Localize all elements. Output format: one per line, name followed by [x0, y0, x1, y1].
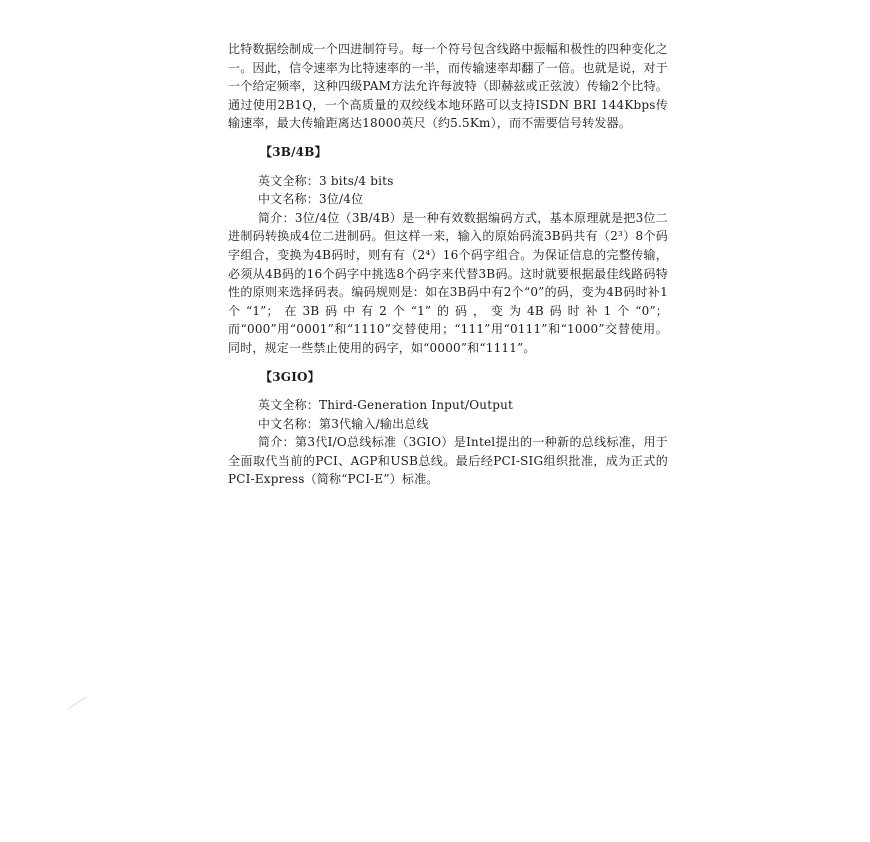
chinese-name-label: 中文名称： — [258, 192, 320, 207]
english-name-value: 3 bits/4 bits — [319, 173, 394, 188]
entry-heading: 【3B/4B】 — [260, 144, 327, 159]
entry-3b4b — [228, 143, 668, 358]
chinese-name-value: 第3代输入/输出总线 — [319, 416, 429, 431]
description-label: 简介： — [258, 210, 295, 225]
scan-mark-icon — [66, 695, 88, 711]
description-text: 3位/4位（3B/4B）是一种有效数据编码方式，基本原理就是把3位二进制码转换成4位二进制码。但这样一来，输入的原始码流3B码共有（2³）8个码字组合，变换为4B码时，则有有（2⁴）16个码字组合。为保证信息的完整传输，必须从4B码的16个码字中挑选8个码字来代替3B码。这时就要根据最佳线路码特性的原则来选择码表。编码规则是：如在3B码中有2个“0”的码，变为4B码时补1个“1”；在3B码中有2个“1”的码，变为4B码时补1个“0”；而“000”用“0001”和“1110”交替使用；“111”用“0111”和“1000”交替使用。同时，规定一些禁止使用的码字，如“0000”和“1111”。 — [228, 210, 669, 355]
text-column — [228, 40, 668, 489]
english-name-label: 英文全称： — [258, 398, 320, 413]
description-paragraph — [228, 209, 668, 358]
entry-heading: 【3GIO】 — [260, 369, 320, 384]
description-text: 第3代I/O总线标准（3GIO）是Intel提出的一种新的总线标准，用于全面取代当前的PCI、AGP和USB总线。最后经PCI-SIG组织批准，成为正式的PCI-Express（简称“PCI-E”）标准。 — [228, 435, 668, 487]
english-name-value: Third-Generation Input/Output — [319, 398, 514, 413]
chinese-name-row — [228, 415, 668, 434]
intro-paragraph: 比特数据绘制成一个四进制符号。每一个符号包含线路中振幅和极性的四种变化之一。因此，信令速率为比特速率的一半，而传输速率却翻了一倍。也就是说，对于一个给定频率，这种四级PAM方法允许每波特（即赫兹或正弦波）传输2个比特。通过使用2B1Q，一个高质量的双绞线本地环路可以支持ISDN BRI 144Kbps传输速率，最大传输距离达18000英尺（约5.5Km），而不需要信号转发器。 — [228, 42, 668, 131]
english-name-row — [228, 172, 668, 191]
english-name-row — [228, 396, 668, 415]
chinese-name-row — [228, 190, 668, 209]
chinese-name-label: 中文名称： — [258, 416, 320, 431]
english-name-label: 英文全称： — [258, 173, 320, 188]
entry-3gio — [228, 368, 668, 490]
chinese-name-value: 3位/4位 — [319, 192, 364, 207]
description-label: 简介： — [258, 435, 296, 450]
description-paragraph — [228, 433, 668, 489]
